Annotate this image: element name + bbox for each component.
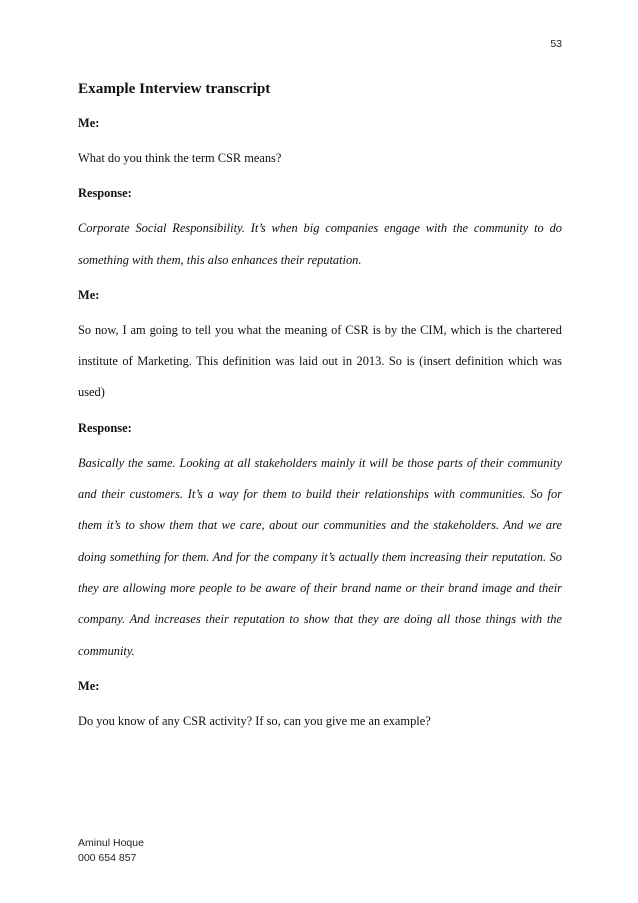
author-name: Aminul Hoque (78, 837, 144, 849)
transcript-text: What do you think the term CSR means? (78, 151, 282, 165)
page-title: Example Interview transcript (78, 80, 271, 97)
student-id: 000 654 857 (78, 852, 137, 864)
speaker-label: Me: (78, 678, 100, 693)
transcript-block (78, 114, 562, 174)
transcript-text: Basically the same. Looking at all stakeholders mainly it will be those parts of their community and their customers. It’s a way for them to build their relationships with communities. So for them it’s to show them that we care, about our communities and the stakeholders. And we are doing something for them. And for the company it’s actually them increasing their reputation. So they are allowing more people to be aware of their brand name or their brand image and their company. And increases their reputation to show that they are doing all those things with the community. (78, 455, 562, 658)
transcript-text: Corporate Social Responsibility. It’s when big companies engage with the community to do something with them, this also enhances their reputation. (78, 221, 562, 267)
transcript-block (78, 286, 562, 409)
page-content (78, 78, 562, 737)
page-number: 53 (550, 38, 562, 50)
speaker-label: Me: (78, 116, 100, 130)
speaker-label: Response: (78, 186, 132, 201)
transcript-block (78, 419, 562, 667)
transcript-block (78, 677, 562, 737)
transcript-text: So now, I am going to tell you what the meaning of CSR is by the CIM, which is the chartered institute of Marketing. This definition was laid out in 2013. So is (insert definition which was used) (78, 322, 562, 400)
speaker-label: Me: (78, 287, 100, 302)
transcript-block (78, 184, 562, 276)
title-block (78, 78, 562, 110)
transcript-text: Do you know of any CSR activity? If so, can you give me an example? (78, 713, 431, 728)
speaker-label: Response: (78, 420, 132, 435)
page-footer (78, 836, 144, 866)
